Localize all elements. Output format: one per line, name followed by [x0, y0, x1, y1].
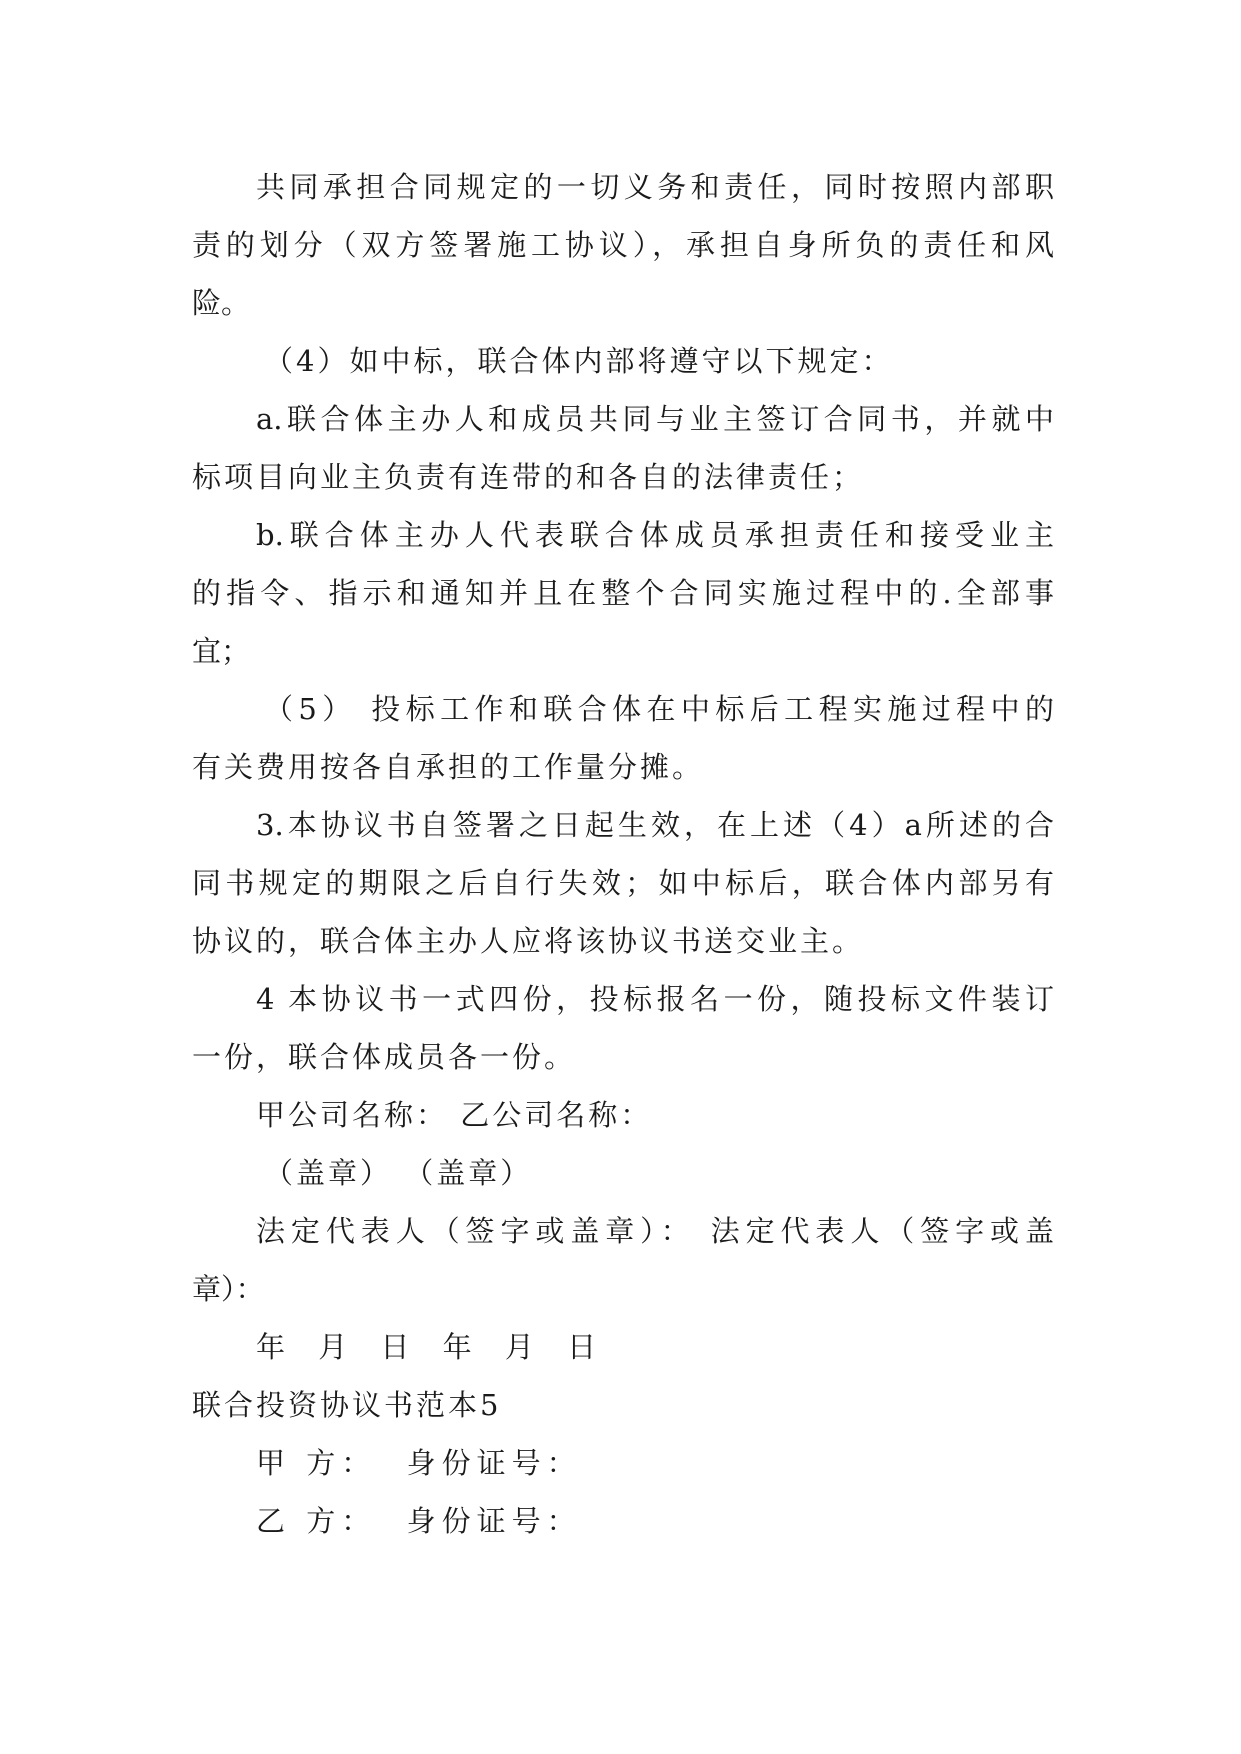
party-b-line: 乙 方： 身份证号：	[256, 1504, 582, 1538]
clause-4a-line: a.联合体主办人和成员共同与业主签订合同书，并就中	[256, 402, 1054, 436]
clause-4-heading: （4）如中标，联合体内部将遵守以下规定：	[264, 344, 894, 378]
clause-5-line: （5） 投标工作和联合体在中标后工程实施过程中的	[264, 692, 1054, 726]
company-names-line: 甲公司名称： 乙公司名称：	[256, 1098, 653, 1132]
clause-5-line: 有关费用按各自承担的工作量分摊。	[192, 750, 705, 784]
clause-3-line: 3.本协议书自签署之日起生效，在上述（4）a所述的合	[256, 808, 1054, 842]
clause-4-copies-line: 4 本协议书一式四份，投标报名一份，随投标文件装订	[256, 982, 1054, 1016]
clause-4b-line: 的指令、指示和通知并且在整个合同实施过程中的.全部事	[192, 576, 1054, 610]
seal-line: （盖章） （盖章）	[264, 1156, 533, 1190]
legal-representative-line: 章）：	[192, 1272, 265, 1306]
section-title: 联合投资协议书范本5	[192, 1388, 502, 1422]
clause-4a-line: 标项目向业主负责有连带的和各自的法律责任；	[192, 460, 865, 494]
paragraph-line: 险。	[192, 286, 251, 320]
party-a-line: 甲 方： 身份证号：	[256, 1446, 582, 1480]
clause-4b-line: 宜；	[192, 634, 251, 668]
clause-4-copies-line: 一份，联合体成员各一份。	[192, 1040, 577, 1074]
clause-4b-line: b.联合体主办人代表联合体成员承担责任和接受业主	[256, 518, 1054, 552]
clause-3-line: 协议的，联合体主办人应将该协议书送交业主。	[192, 924, 865, 958]
clause-3-line: 同书规定的期限之后自行失效；如中标后，联合体内部另有	[192, 866, 1054, 900]
date-line: 年 月 日 年 月 日	[256, 1330, 609, 1364]
paragraph-line: 共同承担合同规定的一切义务和责任，同时按照内部职	[256, 170, 1054, 204]
legal-representative-line: 法定代表人（签字或盖章）： 法定代表人（签字或盖	[256, 1214, 1054, 1248]
paragraph-line: 责的划分（双方签署施工协议），承担自身所负的责任和风	[192, 228, 1054, 262]
